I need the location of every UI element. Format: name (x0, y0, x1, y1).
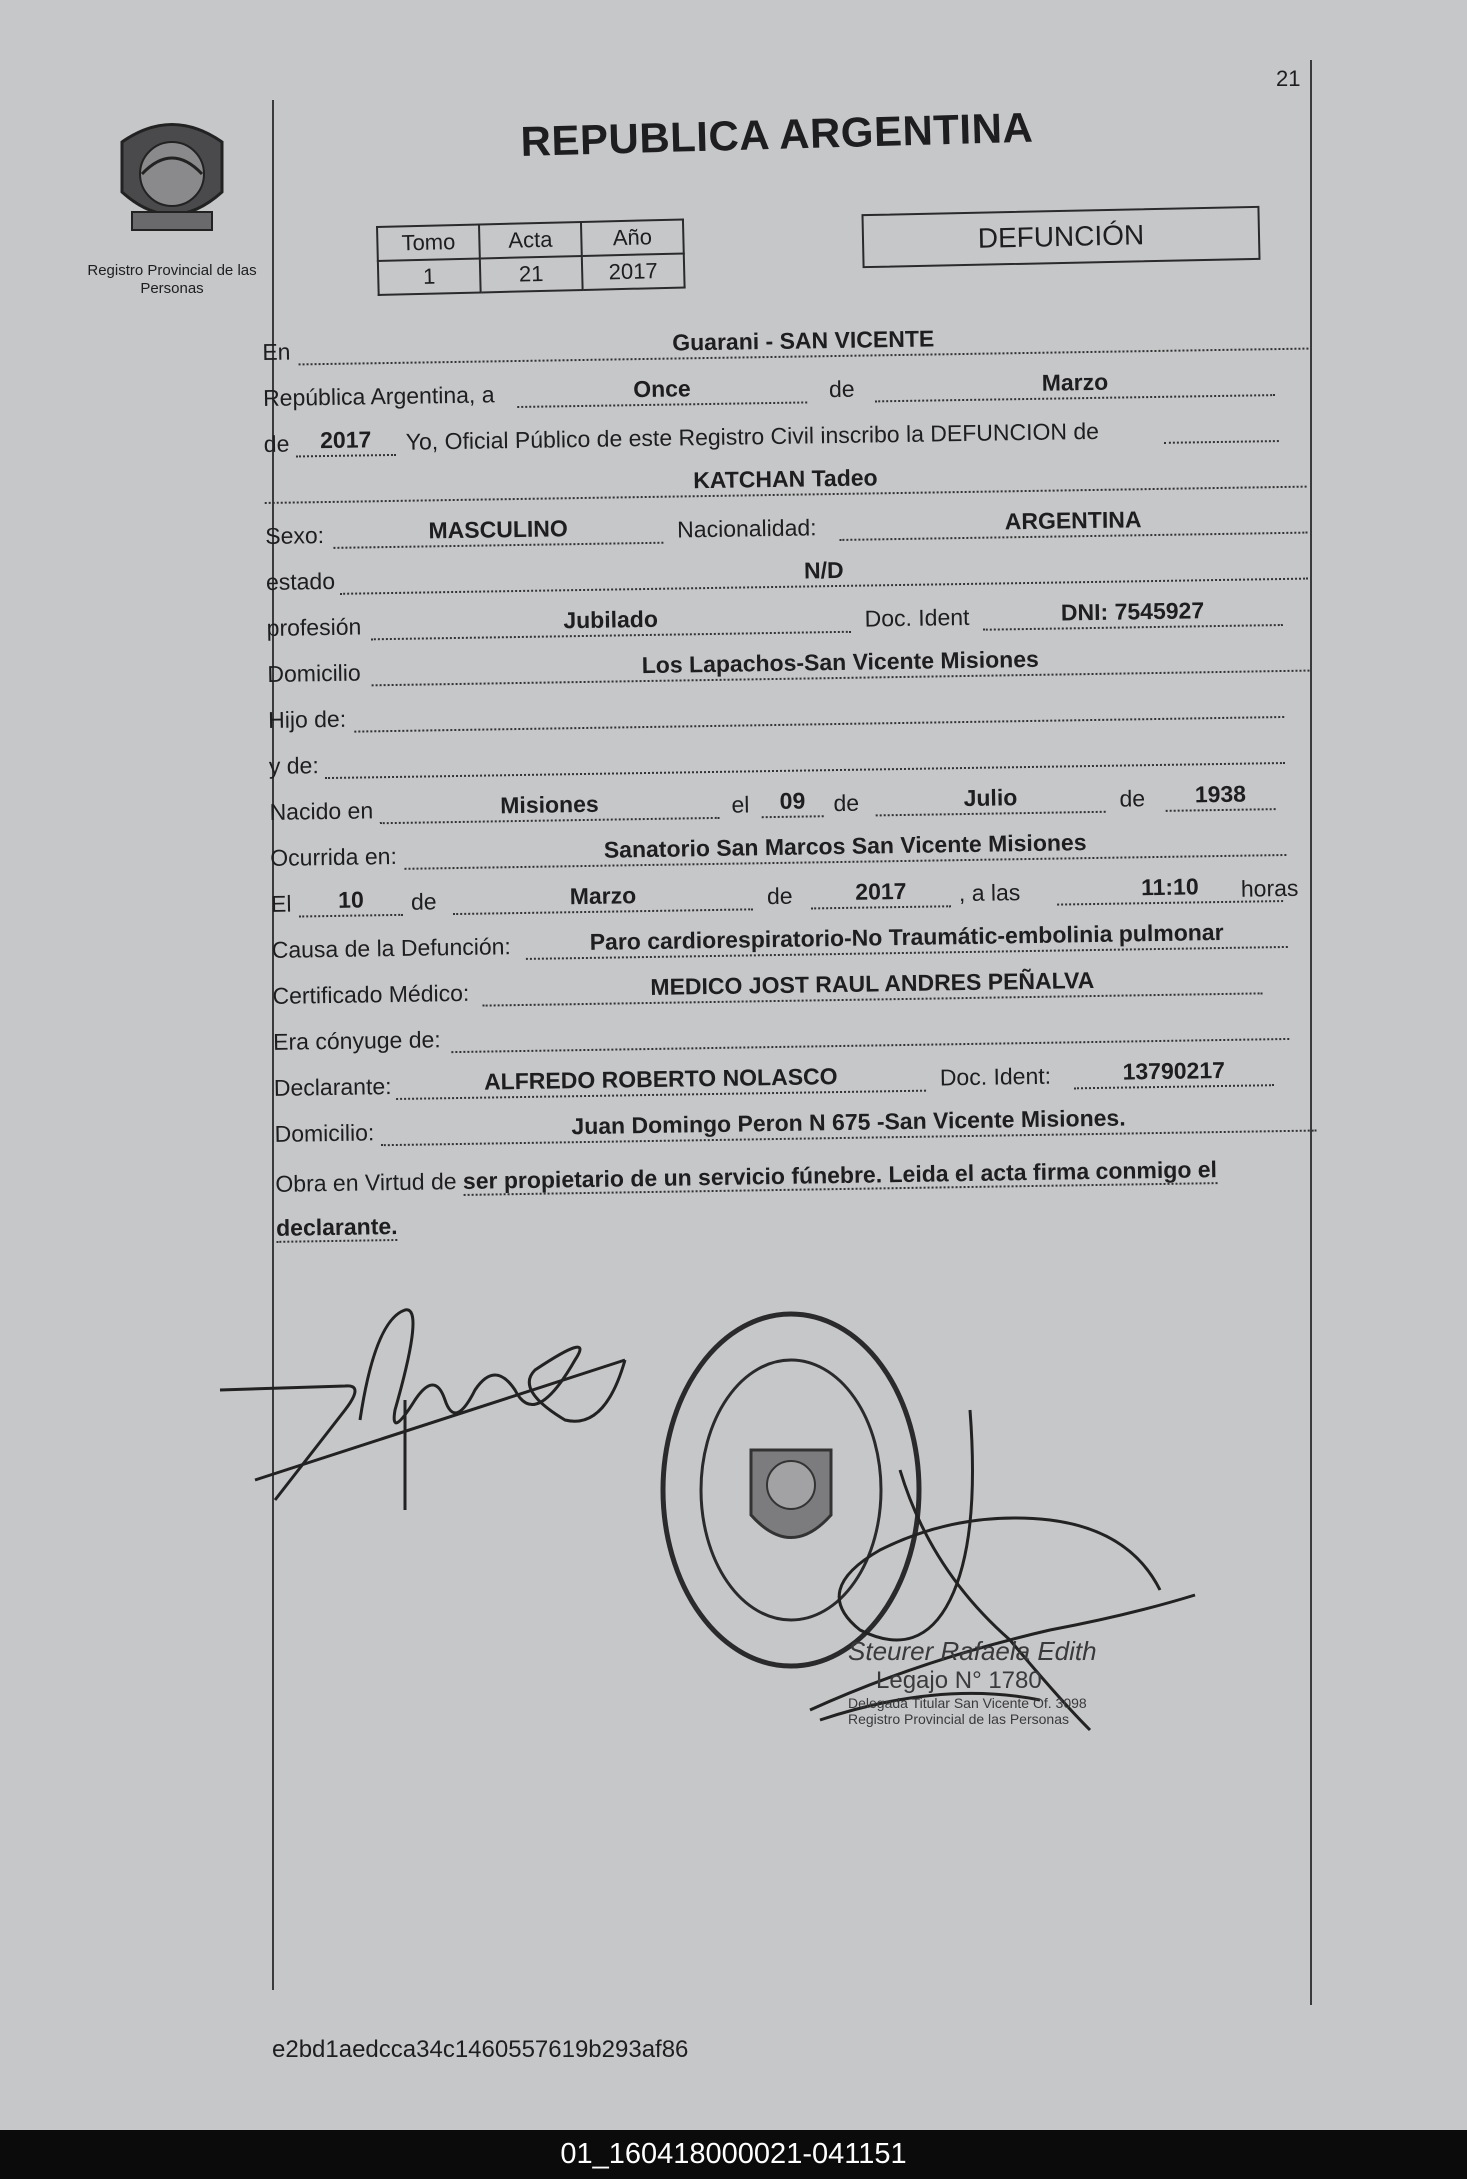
nacionalidad-label: Nacionalidad: (676, 514, 817, 543)
obra-value: ser propietario de un servicio fúnebre. Leida el acta firma conmigo el declarante. (275, 1156, 1218, 1241)
year-prefix-label: de (263, 430, 290, 457)
en-label: En (262, 338, 291, 365)
official-office: Registro Provincial de las Personas (848, 1711, 1069, 1727)
ocurrida-value: Sanatorio San Marcos San Vicente Misiones (404, 824, 1286, 870)
document-hash: e2bd1aedcca34c1460557619b293af86 (272, 2036, 689, 2063)
location-value: Guarani - SAN VICENTE (298, 318, 1308, 366)
estado-label: estado (265, 567, 336, 595)
el-label: el (731, 791, 750, 818)
registry-header-acta: Acta (479, 222, 582, 258)
deceased-name-value: KATCHAN Tadeo (264, 456, 1306, 504)
conyuge-label: Era cónyuge de: (272, 1026, 441, 1055)
birth-de2-label: de (1119, 785, 1146, 812)
year-value: 2017 (296, 424, 396, 458)
death-de2-label: de (766, 882, 793, 910)
day-value: Once (517, 371, 807, 408)
row-decl-domicilio (274, 1095, 1324, 1151)
nacido-label: Nacido en (269, 797, 374, 825)
issuer-caption: Registro Provincial de las Personas (87, 262, 257, 297)
inscribo-blank (1163, 410, 1278, 444)
declarante-value: ALFREDO ROBERTO NOLASCO (396, 1060, 926, 1100)
birth-day-value: 09 (761, 785, 823, 818)
decl-doc-label: Doc. Ident: (939, 1062, 1052, 1091)
hijo-label: Hijo de: (267, 705, 347, 733)
official-name: Steurer Rafaela Edith (848, 1636, 1097, 1666)
decl-domicilio-label: Domicilio: (274, 1119, 375, 1147)
registry-table (376, 218, 686, 296)
de-label: de (828, 375, 855, 403)
official-role: Delegada Titular San Vicente Of. 3098 (848, 1695, 1087, 1711)
nacido-value: Misiones (379, 787, 719, 824)
registry-header-ano: Año (581, 219, 684, 255)
profesion-label: profesión (266, 613, 362, 641)
obra-paragraph (275, 1146, 1316, 1250)
document-title: REPUBLICA ARGENTINA (520, 103, 1034, 165)
domicilio-value: Los Lapachos-San Vicente Misiones (371, 640, 1309, 687)
doc-ident-label: Doc. Ident (864, 603, 970, 632)
province-crest-logo (112, 112, 232, 242)
profesion-value: Jubilado (370, 601, 850, 641)
month-value: Marzo (875, 364, 1275, 402)
decl-domicilio-value: Juan Domingo Peron N 675 -San Vicente Misiones. (380, 1100, 1316, 1147)
official-legajo: Legajo N° 1780 (876, 1667, 1042, 1694)
declarante-label: Declarante: (273, 1073, 392, 1101)
death-month-value: Marzo (453, 878, 753, 915)
registry-value-ano: 2017 (582, 253, 685, 289)
page-number: 21 (1276, 66, 1301, 91)
republica-label: República Argentina, a (262, 381, 495, 411)
alas-label: , a las (958, 879, 1021, 907)
domicilio-label: Domicilio (267, 659, 361, 687)
birth-year-value: 1938 (1165, 778, 1275, 812)
horas-label: horas (1240, 874, 1299, 902)
death-day-value: 10 (299, 884, 403, 918)
ocurrida-label: Ocurrida en: (270, 842, 398, 871)
causa-value: Paro cardiorespiratorio-No Traumátic-embolinia pulmonar (525, 916, 1287, 960)
registry-header-tomo: Tomo (377, 224, 480, 260)
conyuge-value (451, 1008, 1289, 1053)
death-time-value: 11:10 (1057, 870, 1283, 906)
sexo-value: MASCULINO (333, 512, 663, 549)
death-de-label: de (410, 888, 437, 915)
declarant-signature (215, 1300, 635, 1520)
yde-label: y de: (268, 752, 319, 779)
death-year-value: 2017 (811, 875, 951, 909)
yde-value (325, 732, 1285, 779)
document-type-box: DEFUNCIÓN (861, 206, 1260, 268)
registry-value-tomo: 1 (378, 258, 481, 294)
doc-ident-value: DNI: 7545927 (982, 594, 1282, 631)
el2-label: El (270, 890, 292, 917)
certificado-value: MEDICO JOST RAUL ANDRES PEÑALVA (482, 962, 1262, 1006)
decl-doc-value: 13790217 (1074, 1054, 1274, 1089)
scan-footer-code: 01_160418000021-041151 (0, 2130, 1467, 2179)
obra-label: Obra en Virtud de (275, 1168, 457, 1197)
causa-label: Causa de la Defunción: (271, 933, 512, 963)
death-certificate-form (262, 314, 1312, 1241)
registry-value-acta: 21 (480, 256, 583, 292)
official-block (848, 1636, 1148, 1727)
sexo-label: Sexo: (265, 522, 325, 549)
certificado-label: Certificado Médico: (272, 979, 470, 1009)
estado-value: N/D (340, 548, 1308, 595)
birth-month-value: Julio (875, 781, 1105, 817)
nacionalidad-value: ARGENTINA (839, 502, 1307, 541)
inscribo-text: Yo, Oficial Público de este Registro Civil inscribo la DEFUNCION de (405, 417, 1100, 455)
hijo-value (354, 686, 1284, 733)
birth-de-label: de (833, 789, 860, 817)
